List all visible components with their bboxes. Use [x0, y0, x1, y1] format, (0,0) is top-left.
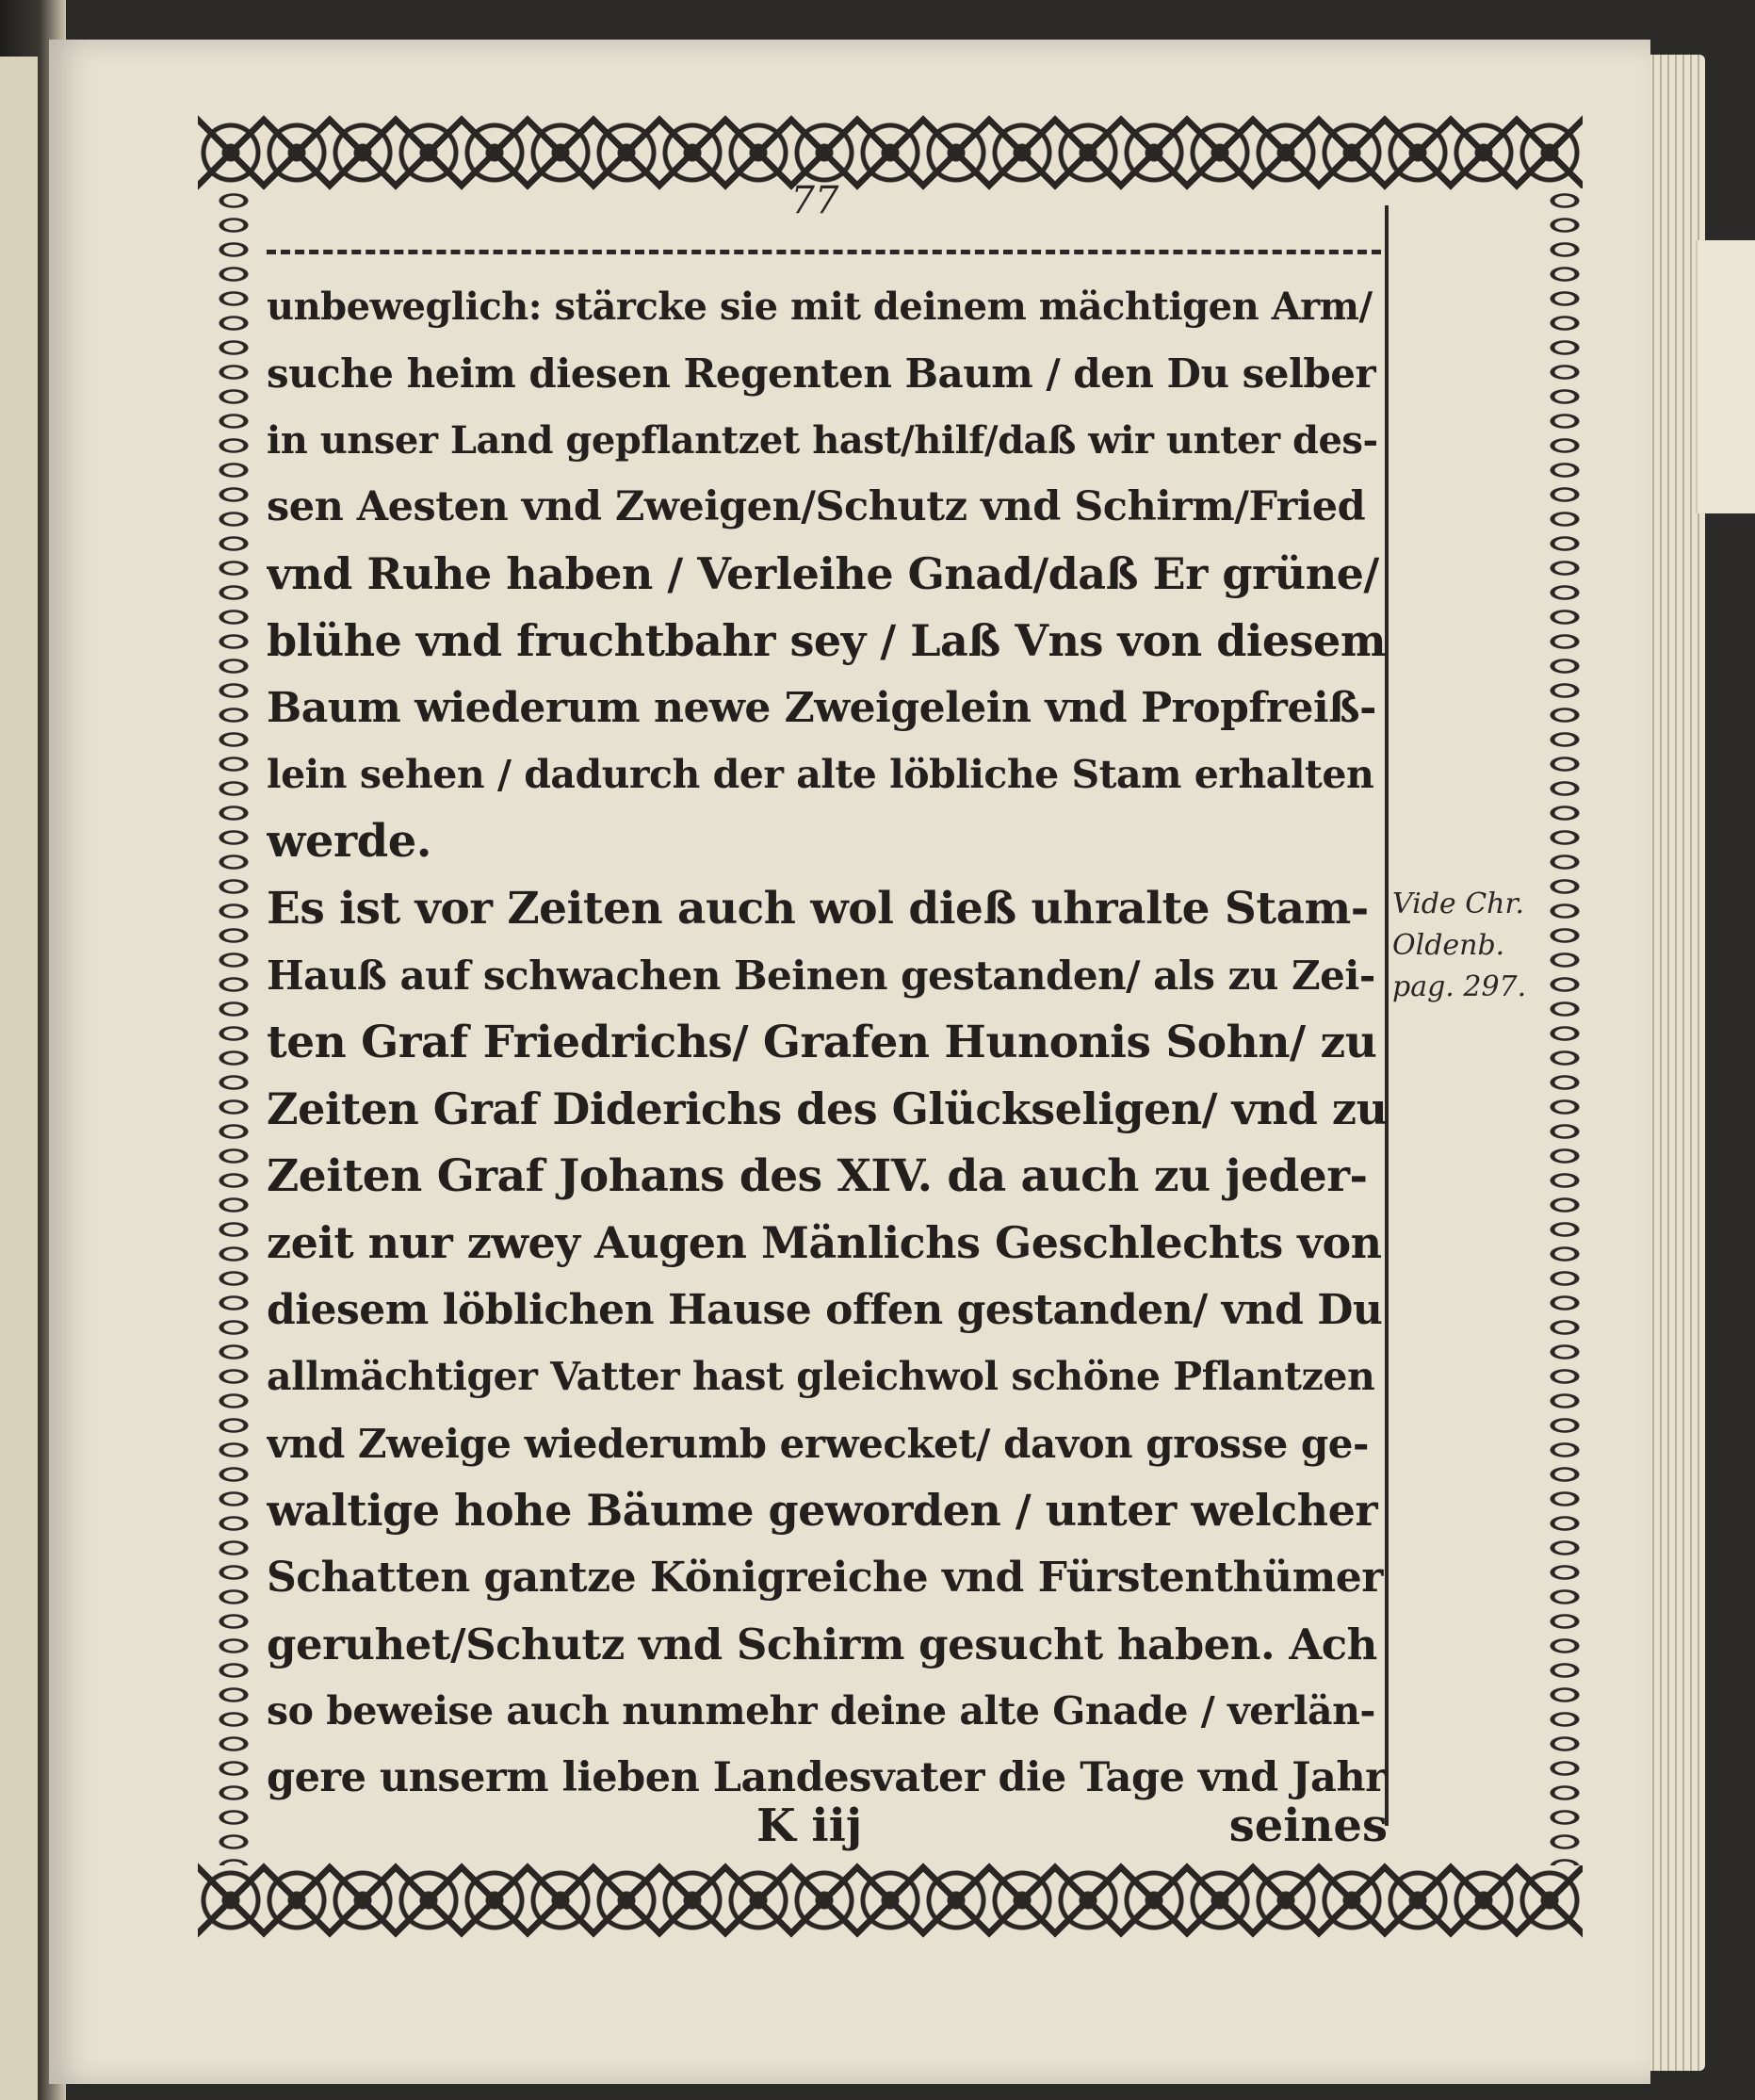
catchword: seines	[1228, 1799, 1388, 1852]
body-text	[267, 273, 1388, 1812]
bookmark-tab	[1696, 240, 1755, 513]
text-line: gere unserm lieben Landesvater die Tage vnd Jahr	[267, 1754, 1387, 1801]
text-line: unbeweglich: stärcke sie mit deinem mächtigen Arm/	[267, 285, 1373, 329]
page-number: 77	[790, 179, 839, 222]
text-line: Schatten gantze Königreiche vnd Fürstenthümer	[267, 1554, 1383, 1602]
text-line: ten Graf Friedrichs/ Grafen Hunonis Sohn/ zu	[267, 1017, 1377, 1068]
text-line: zeit nur zwey Augen Mänlichs Geschlechts von	[267, 1217, 1382, 1268]
text-line: so beweise auch nunmehr deine alte Gnade / verlän-	[267, 1688, 1375, 1734]
text-line: geruhet/Schutz vnd Schirm gesucht haben. Ach	[267, 1620, 1377, 1669]
marginal-note	[1392, 884, 1543, 1008]
page-footer	[267, 1795, 1388, 1857]
text-line: suche heim diesen Regenten Baum / den Du selber	[267, 350, 1376, 397]
previous-page-edge	[0, 57, 38, 2100]
text-line: lein sehen / dadurch der alte löbliche Stam erhalten	[267, 752, 1374, 797]
text-line: werde.	[267, 815, 431, 868]
signature-mark: K iij	[756, 1799, 863, 1852]
text-line: Zeiten Graf Johans des XIV. da auch zu jeder-	[267, 1150, 1368, 1202]
text-line: Zeiten Graf Diderichs des Glückseligen/ vnd zu	[267, 1083, 1388, 1134]
text-line: waltige hohe Bäume geworden / unter welcher	[267, 1485, 1378, 1536]
ornamental-border-left	[209, 188, 258, 1865]
ornamental-border-top	[198, 111, 1583, 194]
text-line: blühe vnd fruchtbahr sey / Laß Vns von diesem	[267, 615, 1386, 666]
text-line: Es ist vor Zeiten auch wol dieß uhralte Stam-	[267, 883, 1369, 935]
text-line: in unser Land gepflantzet hast/hilf/daß wir unter des-	[267, 418, 1378, 463]
text-line: vnd Zweige wiederumb erwecket/ davon grosse ge-	[267, 1421, 1369, 1467]
text-line: Baum wiederum newe Zweigelein vnd Propfreiß-	[267, 684, 1376, 732]
text-line: vnd Ruhe haben / Verleihe Gnad/daß Er grüne/	[267, 548, 1379, 599]
text-line: Hauß auf schwachen Beinen gestanden/ als zu Zei-	[267, 952, 1375, 999]
header-rule	[267, 250, 1381, 254]
ornamental-border-bottom	[198, 1859, 1583, 1942]
marginal-note-line: pag. 297.	[1392, 970, 1527, 1003]
text-line: sen Aesten vnd Zweigen/Schutz vnd Schirm/Fried	[267, 483, 1366, 530]
marginal-note-line: Vide Chr.	[1392, 887, 1525, 920]
text-line: diesem löblichen Hause offen gestanden/ vnd Du	[267, 1286, 1383, 1334]
ornamental-border-right	[1540, 188, 1589, 1865]
marginal-note-line: Oldenb.	[1392, 929, 1505, 962]
text-line: allmächtiger Vatter hast gleichwol schöne Pflantzen	[267, 1354, 1375, 1399]
